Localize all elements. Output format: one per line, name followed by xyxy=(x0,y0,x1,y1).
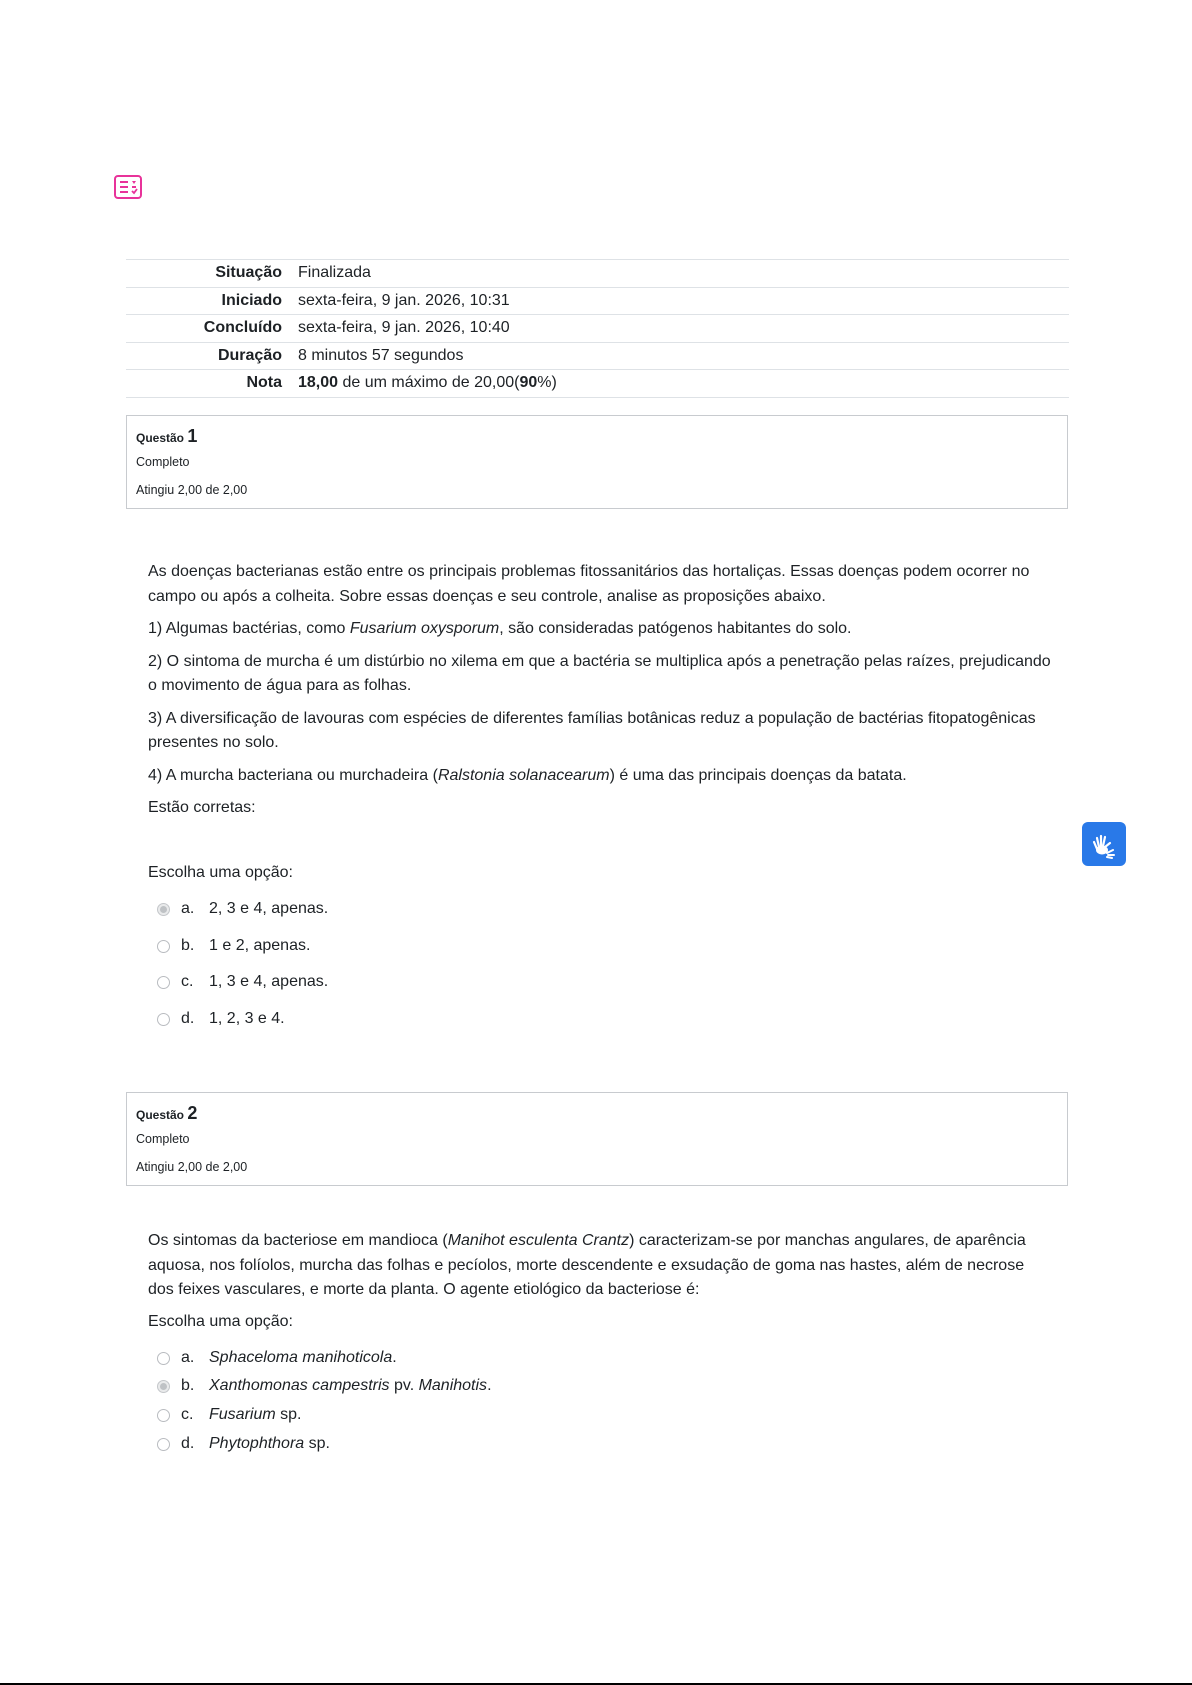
question-body xyxy=(148,1229,1053,1303)
attempt-summary-table xyxy=(126,259,1069,398)
option-letter: b. xyxy=(181,937,195,954)
question-grade: Atingiu 2,00 de 2,00 xyxy=(136,1160,248,1174)
statement-text: ) é uma das principais doenças da batata. xyxy=(609,766,907,784)
option-letter: b. xyxy=(181,1377,195,1394)
choose-option-prompt: Escolha uma opção: xyxy=(148,864,293,881)
question-italic: Manihot esculenta Crantz xyxy=(447,1232,630,1249)
summary-label: Duração xyxy=(126,342,290,370)
option-text: . xyxy=(392,1349,397,1366)
summary-value: sexta-feira, 9 jan. 2026, 10:31 xyxy=(290,287,1069,315)
question-ask: Estão corretas: xyxy=(148,799,256,816)
option-text: 2, 3 e 4, apenas. xyxy=(209,900,329,917)
option-letter: d. xyxy=(181,1010,195,1027)
question-prefix: Questão xyxy=(136,431,188,445)
summary-row-grade xyxy=(126,370,1069,398)
radio-button[interactable] xyxy=(157,1409,170,1422)
option-letter: c. xyxy=(181,973,194,990)
radio-button[interactable] xyxy=(157,1013,170,1026)
question-1-info xyxy=(126,415,1068,509)
radio-button[interactable] xyxy=(157,1438,170,1451)
question-2-text xyxy=(148,1229,1053,1311)
statement-italic: Fusarium oxysporum xyxy=(349,620,500,637)
question-2-info xyxy=(126,1092,1068,1186)
question-text: Os sintomas da bacteriose em mandioca ( xyxy=(148,1232,448,1249)
summary-row-state xyxy=(126,260,1069,288)
summary-value: Finalizada xyxy=(290,260,1069,288)
question-grade: Atingiu 2,00 de 2,00 xyxy=(136,483,248,497)
q1-option-c[interactable] xyxy=(157,973,328,991)
question-prefix: Questão xyxy=(136,1108,188,1122)
choose-option-prompt: Escolha uma opção: xyxy=(148,1313,293,1330)
option-italic: Manihotis xyxy=(418,1377,488,1394)
option-italic: Xanthomonas campestris xyxy=(209,1377,390,1394)
grade-close: %) xyxy=(537,374,557,392)
statement-4 xyxy=(148,764,1053,789)
q2-option-d[interactable] xyxy=(157,1435,330,1453)
statement-text: 4) A murcha bacteriana ou murchadeira ( xyxy=(148,766,438,784)
option-letter: d. xyxy=(181,1435,195,1452)
q2-option-a[interactable] xyxy=(157,1349,397,1367)
sign-language-icon xyxy=(1089,829,1119,859)
statement-text: , são consideradas patógenos habitantes do solo. xyxy=(499,620,852,637)
question-number-value: 2 xyxy=(187,1103,198,1123)
statement-1 xyxy=(148,617,1053,642)
statement-italic: Ralstonia solanacearum xyxy=(437,766,610,784)
question-number-value: 1 xyxy=(187,426,198,446)
option-text: pv. xyxy=(389,1377,419,1394)
q2-option-b[interactable] xyxy=(157,1377,492,1395)
radio-button[interactable] xyxy=(157,976,170,989)
option-text: 1, 3 e 4, apenas. xyxy=(209,973,329,990)
question-state: Completo xyxy=(136,1132,190,1146)
option-letter: a. xyxy=(181,1349,195,1366)
option-italic: Fusarium xyxy=(209,1406,276,1423)
option-letter: a. xyxy=(181,900,195,917)
question-text: ) caracterizam-se por manchas angulares, de aparência aquosa, nos folíolos, murcha das folhas e pecíolos, morte descendente e exsudação de goma nas hastes, além de necrose dos feixes vasculares, e morte da planta. O agente etiológico da bacteriose é: xyxy=(148,1232,1026,1298)
option-text: 1 e 2, apenas. xyxy=(209,937,311,954)
radio-button[interactable] xyxy=(157,1352,170,1365)
grade-of-text: de um máximo de 20,00( xyxy=(338,374,520,392)
summary-value: sexta-feira, 9 jan. 2026, 10:40 xyxy=(290,315,1069,343)
summary-label: Situação xyxy=(126,260,290,288)
statement-text: 1) Algumas bactérias, como xyxy=(148,620,350,637)
option-italic: Sphaceloma manihoticola xyxy=(209,1349,393,1366)
radio-button-checked[interactable] xyxy=(157,903,170,916)
option-italic: Phytophthora xyxy=(209,1435,305,1452)
quiz-review-icon xyxy=(114,175,142,199)
summary-label: Iniciado xyxy=(126,287,290,315)
radio-button-checked[interactable] xyxy=(157,1380,170,1393)
question-number xyxy=(136,1103,197,1124)
summary-row-completed xyxy=(126,315,1069,343)
summary-label: Concluído xyxy=(126,315,290,343)
question-1-text xyxy=(148,560,1053,829)
summary-grade-value xyxy=(290,370,1069,398)
statement-2: 2) O sintoma de murcha é um distúrbio no xilema em que a bactéria se multiplica após a penetração pelas raízes, prejudicando o movimento de água para as folhas. xyxy=(148,652,1051,694)
grade-percent: 90 xyxy=(519,374,538,392)
summary-row-duration xyxy=(126,342,1069,370)
statement-3: 3) A diversificação de lavouras com espécies de diferentes famílias botânicas reduz a população de bactérias fitopatogênicas presentes no solo. xyxy=(148,709,1036,751)
q1-option-b[interactable] xyxy=(157,937,310,955)
option-text: sp. xyxy=(304,1435,330,1452)
option-text: 1, 2, 3 e 4. xyxy=(209,1010,285,1027)
option-text: sp. xyxy=(275,1406,302,1423)
option-text: . xyxy=(487,1377,492,1394)
q1-option-d[interactable] xyxy=(157,1010,285,1028)
question-intro: As doenças bacterianas estão entre os principais problemas fitossanitários das hortaliças. Essas doenças podem ocorrer no campo ou após a colheita. Sobre essas doenças e seu controle, analise as proposições abaixo. xyxy=(148,563,1030,605)
question-state: Completo xyxy=(136,455,190,469)
grade-score: 18,00 xyxy=(298,374,339,392)
question-number xyxy=(136,426,197,447)
radio-button[interactable] xyxy=(157,940,170,953)
option-letter: c. xyxy=(181,1406,194,1423)
accessibility-button[interactable] xyxy=(1082,822,1126,866)
summary-value: 8 minutos 57 segundos xyxy=(290,342,1069,370)
summary-label: Nota xyxy=(126,370,290,398)
q1-option-a[interactable] xyxy=(157,900,328,918)
q2-option-c[interactable] xyxy=(157,1406,301,1424)
summary-row-started xyxy=(126,287,1069,315)
